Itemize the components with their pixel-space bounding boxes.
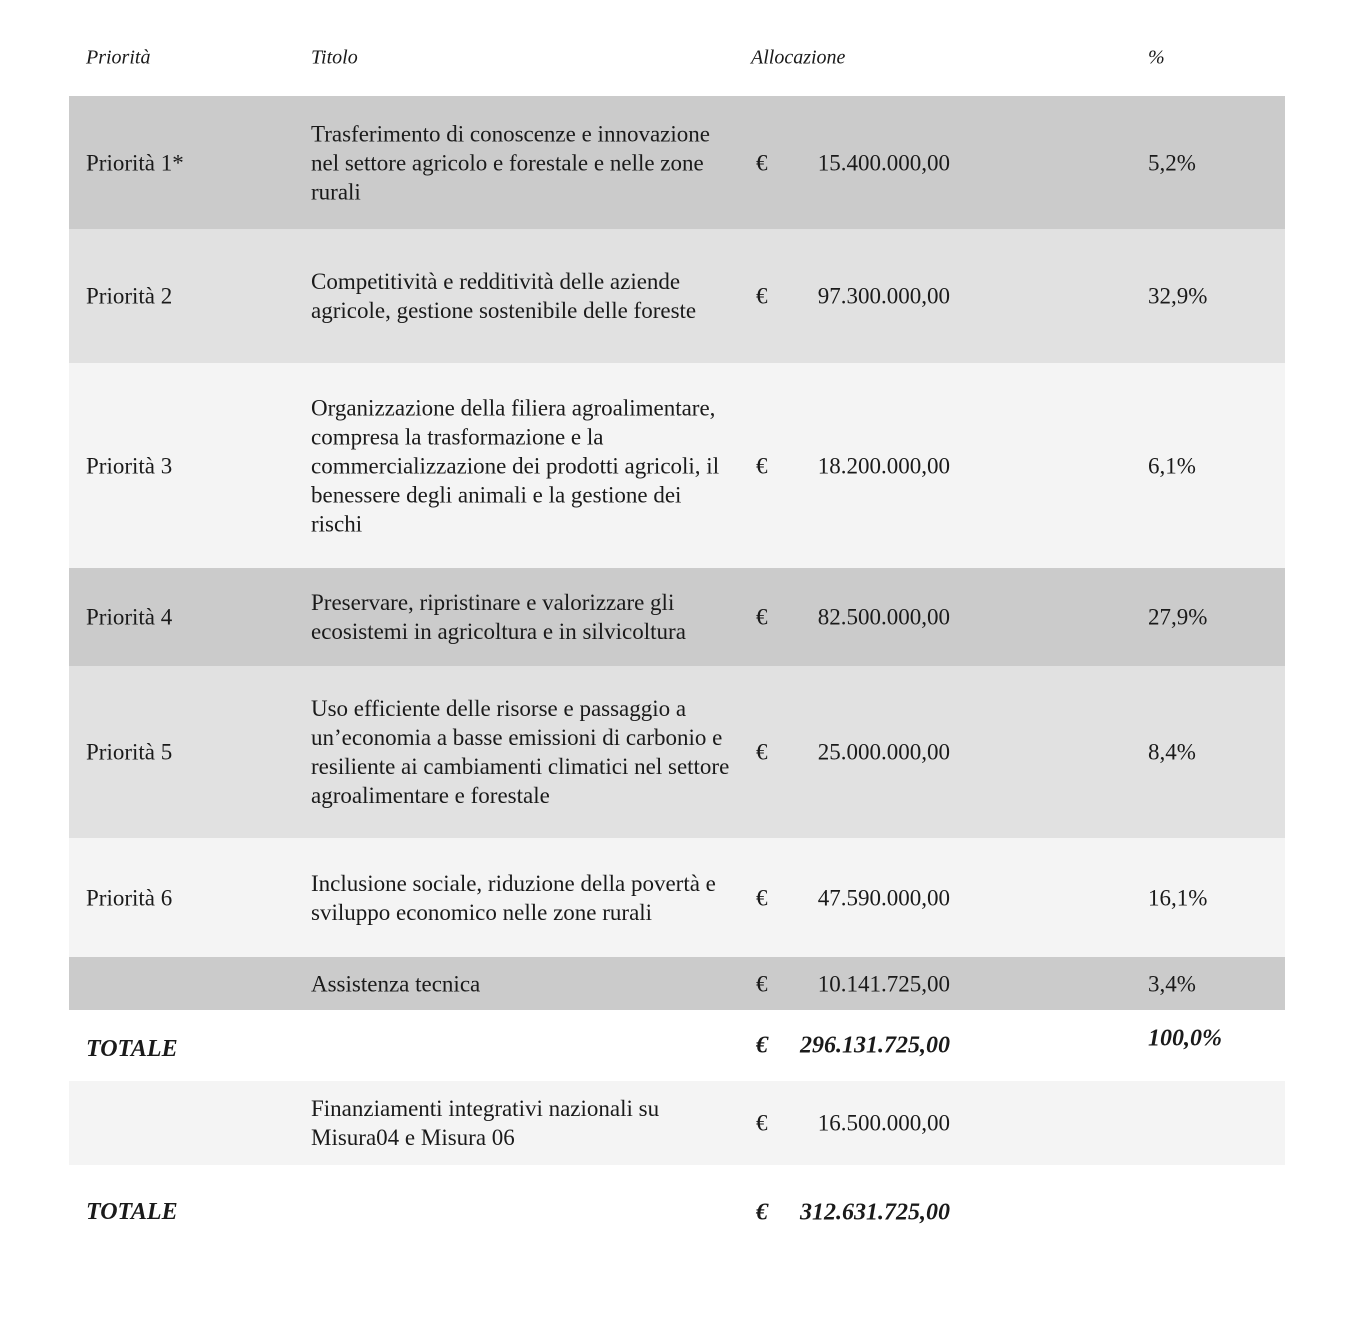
row-title: Uso efficiente delle risorse e passaggio a un’economia a basse emissioni di carbonio e resiliente ai cambiamenti climatici nel settore agroalimentare e forestale: [311, 696, 730, 808]
row-priority: Priorità 1*: [86, 150, 184, 175]
row-percent: 32,9%: [1148, 283, 1208, 309]
row-amount: 16.500.000,00: [817, 1110, 950, 1136]
row-title: Finanziamenti integrativi nazionali su Misura04 e Misura 06: [311, 1096, 660, 1150]
allocation-table: [69, 0, 1285, 1260]
table-row: [69, 1081, 1285, 1165]
row-percent: 27,9%: [1148, 604, 1208, 630]
total-currency: €: [756, 1032, 768, 1058]
row-currency: €: [756, 283, 768, 309]
header-title: Titolo: [311, 46, 358, 69]
row-priority: Priorità 6: [86, 885, 173, 910]
row-amount: 97.300.000,00: [817, 283, 950, 309]
row-amount: 47.590.000,00: [817, 885, 950, 910]
table-row: [69, 666, 1285, 838]
header-allocation: Allocazione: [751, 46, 846, 69]
total-row: [69, 1010, 1285, 1081]
row-currency: €: [756, 453, 768, 478]
row-percent: 5,2%: [1148, 150, 1196, 175]
row-amount: 25.000.000,00: [817, 739, 950, 765]
grand-total-row: [69, 1165, 1285, 1260]
header-percent: %: [1148, 46, 1165, 69]
row-title: Inclusione sociale, riduzione della povertà e sviluppo economico nelle zone rurali: [311, 870, 716, 925]
row-currency: €: [756, 604, 768, 630]
table-row: [69, 957, 1285, 1010]
row-currency: €: [756, 1110, 768, 1136]
row-priority: Priorità 2: [86, 283, 173, 309]
table-row: [69, 96, 1285, 229]
table-row: [69, 363, 1285, 568]
row-currency: €: [756, 971, 768, 996]
row-title: Assistenza tecnica: [311, 971, 481, 996]
row-title: Organizzazione della filiera agroalimentare, compresa la trasformazione e la commercializzazione dei prodotti agricoli, il benessere degli animali e la gestione dei rischi: [311, 395, 720, 536]
row-percent: 8,4%: [1148, 739, 1196, 765]
row-title: Preservare, ripristinare e valorizzare gli ecosistemi in agricoltura e in silvicoltura: [311, 590, 686, 644]
row-priority: Priorità 4: [86, 604, 173, 630]
row-currency: €: [756, 885, 768, 910]
row-amount: 15.400.000,00: [817, 150, 950, 175]
header-priority: Priorità: [86, 46, 151, 69]
table-row: [69, 838, 1285, 957]
row-priority: Priorità 3: [86, 453, 173, 478]
total-label: TOTALE: [86, 1035, 178, 1062]
table-row: [69, 568, 1285, 666]
row-currency: €: [756, 739, 768, 765]
grand-total-amount: 312.631.725,00: [800, 1199, 950, 1225]
table-header: [69, 0, 1285, 96]
row-amount: 10.141.725,00: [817, 971, 950, 996]
row-title: Competitività e redditività delle aziende agricole, gestione sostenibile delle foreste: [311, 269, 697, 323]
row-percent: 3,4%: [1148, 971, 1196, 996]
row-percent: 6,1%: [1148, 453, 1196, 478]
row-title: Trasferimento di conoscenze e innovazione nel settore agricolo e forestale e nelle zone rurali: [311, 121, 710, 204]
row-amount: 18.200.000,00: [817, 453, 950, 478]
row-amount: 82.500.000,00: [817, 604, 950, 630]
total-percent: 100,0%: [1148, 1024, 1222, 1051]
row-percent: 16,1%: [1148, 885, 1208, 910]
grand-total-label: TOTALE: [86, 1198, 178, 1225]
table-row: [69, 229, 1285, 363]
row-priority: Priorità 5: [86, 739, 173, 765]
total-amount: 296.131.725,00: [800, 1032, 950, 1058]
grand-total-currency: €: [756, 1199, 768, 1225]
row-currency: €: [756, 150, 768, 175]
